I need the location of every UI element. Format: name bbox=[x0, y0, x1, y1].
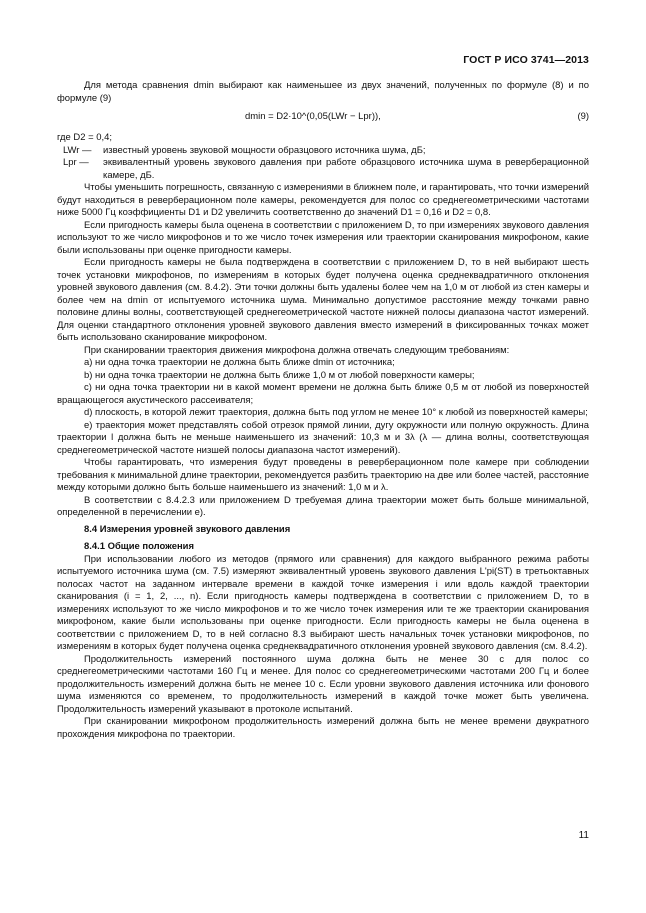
formula-number: (9) bbox=[577, 111, 589, 122]
symbol-lpr: Lpr — bbox=[63, 157, 89, 168]
paragraph: Чтобы уменьшить погрешность, связанную с измерениями в ближнем поле, и гарантировать, что точки измерений будут находиться в реверберационном поле камеры, рекомендуется для полос со среднегеометрическими частотами ниже 5000 Гц коэффициенты D1 и D2 увеличить соответственно до значений D1 = 0,16 и D2 = 0,8. bbox=[57, 182, 589, 218]
paragraph: Если пригодность камеры не была подтверждена в соответствии с приложением D, то в ней выбирают шесть точек установки микрофонов, по измерениям в которых будет получена оценка среднеквадратичного отклонения уровней звукового давления (см. 8.4.2). Эти точки должны быть удалены более чем на 1,0 м от любой из стен камеры и более чем на dmin от испытуемого источника шума. Минимально допустимое расстояние между точками равно половине длины волны, соответствующей среднегеометрической частоте нижней полосы диапазона частот измерений. Для оценки стандартного отклонения уровней звукового давления вместо измерений в фиксированных точках может быть использовано сканирование микрофоном. bbox=[57, 257, 589, 343]
list-item: b) ни одна точка траектории не должна быть ближе 1,0 м от любой поверхности камеры; bbox=[84, 369, 475, 381]
section-heading-8-4-1: 8.4.1 Общие положения bbox=[84, 541, 194, 552]
list-item: d) плоскость, в которой лежит траектория, должна быть под углом не менее 10° к любой из поверхностей камеры; bbox=[84, 407, 588, 418]
definition-lpr bbox=[57, 157, 589, 182]
formula-9 bbox=[57, 106, 589, 132]
paragraph: Чтобы гарантировать, что измерения будут проведены в реверберационном поле камере при соблюдении требования к минимальной длине траектории, рекомендуется разбить траекторию на две или более частей, расстояние между которыми должно быть больше наименьшего из значений: 1,0 м и λ. bbox=[57, 457, 589, 493]
list-item: e) траектория может представлять собой отрезок прямой линии, дугу окружности или полную окружность. Длина траектории l должна быть не меньше наименьшего из значений: 10,3 м и 3λ (λ — длина волны, соответствующая среднегеометрической частоте низшей полосы диапазона частот измерений). bbox=[57, 419, 589, 456]
formula-where: где D2 = 0,4; bbox=[57, 132, 112, 143]
page-number: 11 bbox=[578, 830, 589, 841]
paragraph: Если пригодность камеры была оценена в соответствии с приложением D, то при измерениях звукового давления используют то же число микрофонов и то же число точек измерения или траектории сканирования микрофоном, какие были использованы при оценке пригодности камеры. bbox=[57, 219, 589, 256]
section-heading-8-4: 8.4 Измерения уровней звукового давления bbox=[84, 523, 291, 535]
definition-text: известный уровень звуковой мощности образцового источника шума, дБ; bbox=[103, 144, 426, 156]
definition-text: эквивалентный уровень звукового давления при работе образцового источника шума в реверберационной камере, дБ. bbox=[103, 157, 589, 181]
paragraph: В соответствии с 8.4.2.3 или приложением D требуемая длина траектории может быть больше минимальной, определенной в перечислении e). bbox=[57, 494, 589, 518]
document-header: ГОСТ Р ИСО 3741—2013 bbox=[463, 54, 589, 66]
document-body bbox=[57, 80, 589, 741]
list-item: c) ни одна точка траектории ни в какой момент времени не должна быть ближе 0,5 м от любой из поверхностей вращающегося акустического рассеивателя; bbox=[57, 382, 589, 406]
paragraph: Для метода сравнения dmin выбирают как наименьшее из двух значений, полученных по формуле (8) и по формуле (9) bbox=[57, 80, 589, 104]
symbol-lwr: LWr — bbox=[63, 144, 92, 156]
paragraph: При сканировании микрофоном продолжительность измерений должна быть не менее времени двукратного прохождения микрофона по траектории. bbox=[57, 716, 589, 740]
paragraph: Продолжительность измерений постоянного шума должна быть не менее 30 с для полос со среднегеометрическими частотами 160 Гц и менее. Для полос со среднегеометрическими частотами 200 Гц и более продолжительность измерений должна быть не менее 10 с. Если уровни звукового давления источника или фонового шума изменяются со временем, то продолжительность измерений в каждой точке может быть увеличена. Продолжительность измерений указывают в протоколе испытаний. bbox=[57, 653, 589, 715]
list-item: a) ни одна точка траектории не должна быть ближе dmin от источника; bbox=[84, 357, 395, 368]
formula-expression: dmin = D2·10^(0,05(LWr − Lpr)), bbox=[245, 111, 381, 122]
definition-lwr bbox=[57, 145, 589, 158]
paragraph: При сканировании траектория движения микрофона должна отвечать следующим требованиям: bbox=[84, 344, 510, 356]
paragraph: При использовании любого из методов (прямого или сравнения) для каждого выбранного режима работы испытуемого источника шума (см. 7.5) измеряют эквивалентный уровень звукового давления L'pi(ST) в третьоктавных полосах частот на заданном интервале времени в каждой точке измерения i или вдоль каждой траектории сканирования (i = 1, 2, ..., n). Если пригодность камеры подтверждена в соответствии с приложением D, то в измерениях используют то же число микрофонов и то же число точек измерения или те же траектории сканирования микрофоном, какие были использованы при оценке пригодности. Если пригодность камеры не была оценена в соответствии с приложением D, то в ней согласно 8.3 выбирают шесть начальных точек установки микрофонов, по измерениям в которых будет получена оценка среднеквадратичного отклонения уровней звукового давления (см. 8.4.2). bbox=[57, 553, 589, 652]
